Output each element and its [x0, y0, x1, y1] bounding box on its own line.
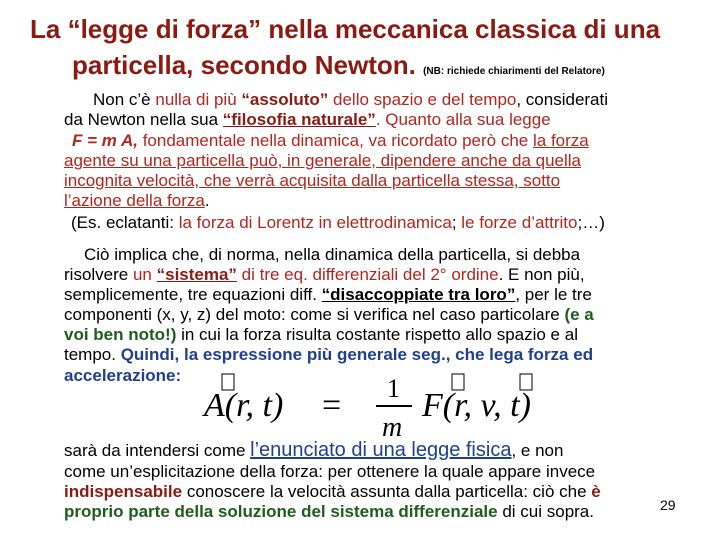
text: l’azione della forza [64, 191, 205, 210]
text: la forza [532, 131, 589, 150]
text: che verrà acquisita dalla particella stessa, sotto [199, 171, 561, 190]
formula-rhs: F(r, v, t) [422, 387, 531, 424]
formula-lhs: A(r, t) [204, 387, 284, 424]
para3-line3 [64, 482, 601, 501]
text: tempo. [64, 345, 121, 364]
text: risolvere [64, 265, 133, 284]
para1-line7 [71, 213, 605, 232]
text: sarà da intendersi come [64, 441, 251, 460]
text: semplicemente, tre equazioni diff. [64, 285, 322, 304]
text: Quindi, la espressione più generale seg., che lega forza ed [120, 345, 594, 364]
text: dello spazio e del tempo [328, 90, 517, 109]
text: voi ben noto!) [64, 325, 177, 344]
para1-line5 [64, 171, 560, 190]
para1-line6 [64, 191, 210, 210]
text: incognita velocità, [64, 171, 200, 190]
text: “filosofia naturale” [222, 110, 376, 129]
para3-line1 [64, 441, 563, 460]
formula-denominator: m [382, 412, 403, 443]
relatore-note: (NB: richiede chiarimenti del Relatore) [423, 66, 605, 77]
para2-line3 [64, 285, 592, 304]
para1-line4: agente su una particella può, in generale, dipendere anche da quella [64, 151, 582, 170]
text: (Es. eclatanti: [71, 213, 179, 232]
text: l’enunciato di una legge fisica [250, 439, 512, 461]
text: , e non [511, 441, 564, 460]
text: ; [451, 213, 462, 232]
para2-line6 [64, 345, 593, 364]
text: conoscere la velocità assunta dalla particella: ciò che [182, 482, 592, 501]
text: nulla di più [155, 90, 242, 109]
text: da Newton nella sua [64, 110, 223, 129]
para3-line2: come un’esplicitazione della forza: per ottenere la quale appare invece [64, 462, 596, 481]
text: le forze d’attrito [461, 213, 578, 232]
text: in cui la forza risulta costante rispetto allo spazio e al [176, 325, 578, 344]
text: . E non più, [498, 265, 585, 284]
text: “disaccoppiate tra loro” [321, 285, 516, 304]
text: ;…) [577, 213, 605, 232]
text: è [591, 482, 601, 501]
para2-line4 [64, 305, 594, 324]
title-line2-text: particella, secondo Newton. [72, 50, 416, 80]
text: , considerati [516, 90, 609, 109]
text: di cui sopra. [497, 502, 594, 521]
force-law-formula [200, 372, 620, 444]
para1-line1 [93, 90, 608, 109]
para2-line7: accelerazione: [64, 366, 182, 385]
text: . [204, 191, 210, 210]
text: . Quanto alla sua legge [375, 110, 551, 129]
text: componenti (x, y, z) del moto: come si verifica nel caso particolare [64, 305, 565, 324]
page-number: 29 [660, 497, 676, 513]
text: un [132, 265, 157, 284]
para2-line5 [64, 325, 578, 344]
formula-numerator: 1 [387, 374, 400, 403]
text: la forza di Lorentz in elettrodinamica [178, 213, 452, 232]
text: fondamentale nella dinamica, va ricordato però che [137, 131, 533, 150]
slide-title-line2 [72, 50, 605, 81]
para1-line2 [64, 110, 551, 129]
para2-line1: Ciò implica che, di norma, nella dinamica della particella, si debba [84, 245, 581, 264]
text: (e a [564, 305, 594, 324]
formula-equals: = [322, 387, 342, 424]
text: Non c’è [93, 90, 156, 109]
para2-line2 [64, 265, 585, 284]
para3-line4 [64, 502, 594, 521]
text: indispensabile [64, 482, 183, 501]
para1-line3 [72, 131, 589, 150]
text: di tre eq. differenziali del 2° ordine [236, 265, 499, 284]
text: “assoluto” [241, 90, 329, 109]
text: “sistema” [156, 265, 237, 284]
text: , per le tre [515, 285, 592, 304]
text: F = m A, [72, 131, 138, 150]
text: proprio parte della soluzione del sistema differenziale [64, 502, 498, 521]
slide-title-line1: La “legge di forza” nella meccanica classica di una [30, 14, 661, 44]
